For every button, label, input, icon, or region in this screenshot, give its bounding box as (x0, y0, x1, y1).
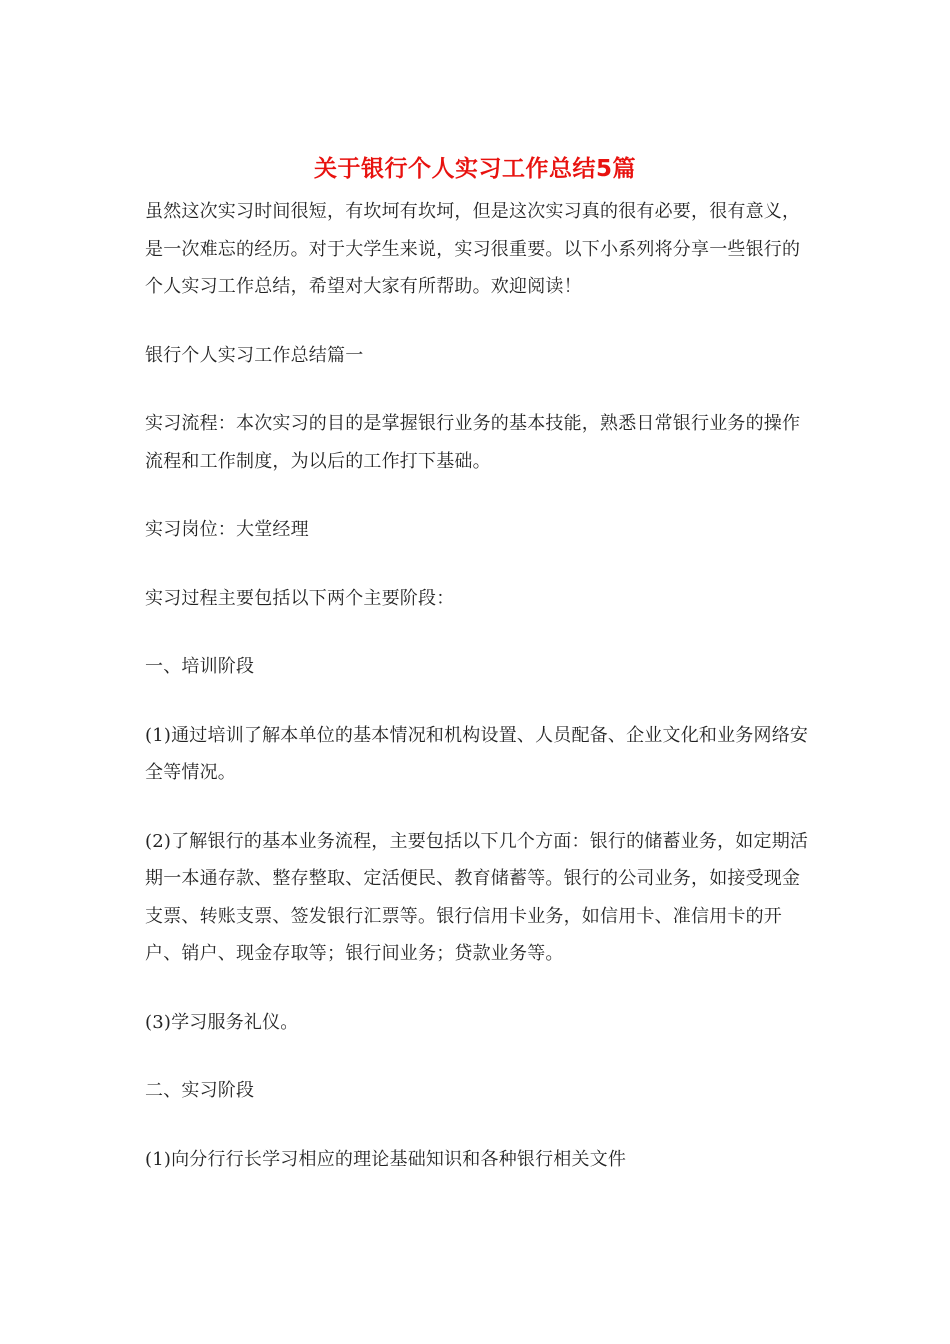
stages-intro-paragraph: 实习过程主要包括以下两个主要阶段： (145, 587, 455, 609)
internship-position-paragraph: 实习岗位：大堂经理 (145, 519, 309, 540)
document-body (145, 193, 809, 1209)
practice-item-1: (1)向分行行长学习相应的理论基础知识和各种银行相关文件 (145, 1148, 627, 1170)
document-title: 关于银行个人实习工作总结5篇 (313, 156, 636, 182)
training-item-3: (3)学习服务礼仪。 (145, 1011, 299, 1033)
section-heading-part-one: 银行个人实习工作总结篇一 (145, 344, 364, 366)
internship-process-paragraph: 实习流程：本次实习的目的是掌握银行业务的基本技能，熟悉日常银行业务的操作流程和工作制度，为以后的工作打下基础。 (145, 413, 801, 472)
training-item-2: (2)了解银行的基本业务流程，主要包括以下几个方面：银行的储蓄业务，如定期活期一本通存款、整存整取、定活便民、教育储蓄等。银行的公司业务，如接受现金支票、转账支票、签发银行汇票等。银行信用卡业务，如信用卡、准信用卡的开户、销户、现金存取等；银行间业务；贷款业务等。 (145, 830, 809, 964)
training-stage-heading: 一、培训阶段 (145, 656, 255, 677)
practice-stage-heading: 二、实习阶段 (145, 1080, 255, 1101)
training-item-1: (1)通过培训了解本单位的基本情况和机构设置、人员配备、企业文化和业务网络安全等情况。 (145, 724, 809, 783)
intro-paragraph: 虽然这次实习时间很短，有坎坷有坎坷，但是这次实习真的很有必要，很有意义，是一次难忘的经历。对于大学生来说，实习很重要。以下小系列将分享一些银行的个人实习工作总结，希望对大家有所帮助。欢迎阅读！ (145, 201, 801, 297)
